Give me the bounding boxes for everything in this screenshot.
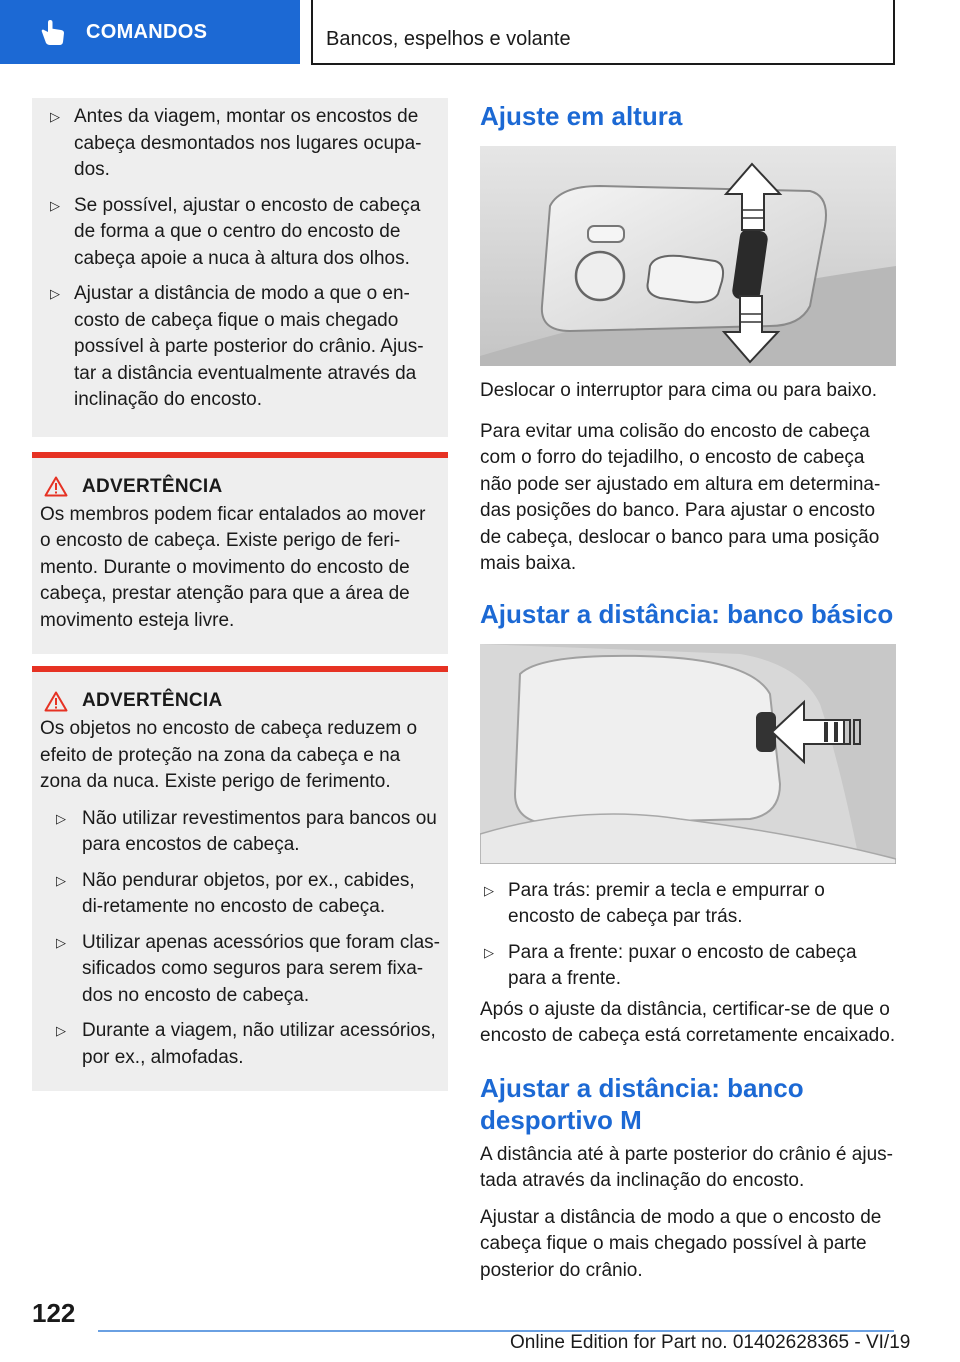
triangle-bullet-icon: ▷ <box>56 934 66 950</box>
warning-triangle-icon <box>44 476 68 497</box>
list-item: ▷ Para a frente: puxar o encosto de cabeça para a frente. <box>484 941 857 989</box>
paragraph: Deslocar o interruptor para cima ou para baixo. <box>480 380 878 401</box>
warning-header <box>40 690 440 712</box>
page-number: 122 <box>32 1298 76 1328</box>
chapter-tab[interactable] <box>0 0 300 64</box>
section-title: Bancos, espelhos e volante <box>326 28 571 50</box>
list-item: ▷ Se possível, ajustar o encosto de cabeça de forma a que o centro do encosto de cabeça apoie a nuca à altura dos olhos. <box>50 194 421 269</box>
list-item: ▷ Utilizar apenas acessórios que foram clas‐sificados como seguros para serem fixa‐dos no encosto de cabeça. <box>56 931 440 1006</box>
paragraph: Após o ajuste da distância, certificar-se de que o encosto de cabeça está corretamente encaixado. <box>480 998 896 1046</box>
seat-switch-illustration <box>480 146 896 366</box>
triangle-bullet-icon: ▷ <box>56 872 66 888</box>
list-item: ▷ Ajustar a distância de modo a que o en‐costo de cabeça fique o mais chegado possível à parte posterior do crânio. Ajus‐tar a distância eventualmente através da inclinação do encosto. <box>50 283 424 410</box>
list-item: ▷ Para trás: premir a tecla e empurrar o encosto de cabeça par trás. <box>484 879 825 927</box>
triangle-bullet-icon: ▷ <box>484 944 494 960</box>
left-column <box>32 98 448 1091</box>
triangle-bullet-icon: ▷ <box>484 882 494 898</box>
paragraph: Ajustar a distância de modo a que o encosto de cabeça fique o mais chegado possível à parte posterior do crânio. <box>480 1206 882 1281</box>
header-divider <box>893 0 895 64</box>
intro-list <box>42 104 438 414</box>
warning-text: Os objetos no encosto de cabeça reduzem o efeito de proteção na zona da cabeça e na zona da nuca. Existe perigo de ferimento. <box>40 718 418 792</box>
header-divider <box>311 0 313 64</box>
warning-list <box>40 806 440 1072</box>
list-item: ▷ Antes da viagem, montar os encostos de cabeça desmontados nos lugares ocupa‐dos. <box>50 106 422 180</box>
triangle-bullet-icon: ▷ <box>50 286 60 301</box>
triangle-bullet-icon: ▷ <box>50 197 60 213</box>
intro-box <box>32 98 448 437</box>
edition-text: Online Edition for Part no. 01402628365 - VI/19 <box>510 1332 911 1353</box>
heading-distance-basic: Ajustar a distância: banco básico <box>480 598 894 629</box>
warning-text: Os membros podem ficar entalados ao mover o encosto de cabeça. Existe perigo de feri‐mento. Durante o movimento do encosto de cabeça, prestar atenção para que a área de movimento esteja livre. <box>40 503 426 631</box>
warning-title: ADVERTÊNCIA <box>82 475 223 497</box>
headrest-illustration <box>480 644 896 864</box>
hand-pointer-icon <box>40 18 66 46</box>
list-item: ▷ Durante a viagem, não utilizar acessórios, por ex., almofadas. <box>56 1020 436 1068</box>
header-divider <box>311 63 895 65</box>
warning-title: ADVERTÊNCIA <box>82 690 223 711</box>
warning-triangle-icon <box>44 691 68 712</box>
paragraph: A distância até à parte posterior do crânio é ajus‐tada através da inclinação do encosto. <box>480 1143 893 1191</box>
warning-header <box>40 476 440 498</box>
warning-box <box>32 666 448 1091</box>
triangle-bullet-icon: ▷ <box>50 109 60 124</box>
right-column <box>480 100 896 1284</box>
distance-list <box>480 878 896 993</box>
heading-height-adjust: Ajuste em altura <box>480 101 683 131</box>
list-item: ▷ Não pendurar objetos, por ex., cabides, di‐retamente no encosto de cabeça. <box>56 869 415 917</box>
headrest-image <box>480 644 896 864</box>
triangle-bullet-icon: ▷ <box>56 810 66 826</box>
list-item: ▷ Não utilizar revestimentos para bancos ou para encostos de cabeça. <box>56 807 437 855</box>
chapter-tab-label: COMANDOS <box>86 20 208 43</box>
heading-distance-sport: Ajustar a distância: banco desportivo M <box>480 1072 804 1135</box>
warning-box <box>32 452 448 655</box>
seat-switch-image <box>480 146 896 366</box>
paragraph: Para evitar uma colisão do encosto de cabeça com o forro do tejadilho, o encosto de cabeça não pode ser ajustado em altura em determina‐das posições do banco. Para ajustar o encosto de cabeça, deslocar o banco para uma posição mais baixa. <box>480 420 881 574</box>
triangle-bullet-icon: ▷ <box>56 1023 66 1038</box>
